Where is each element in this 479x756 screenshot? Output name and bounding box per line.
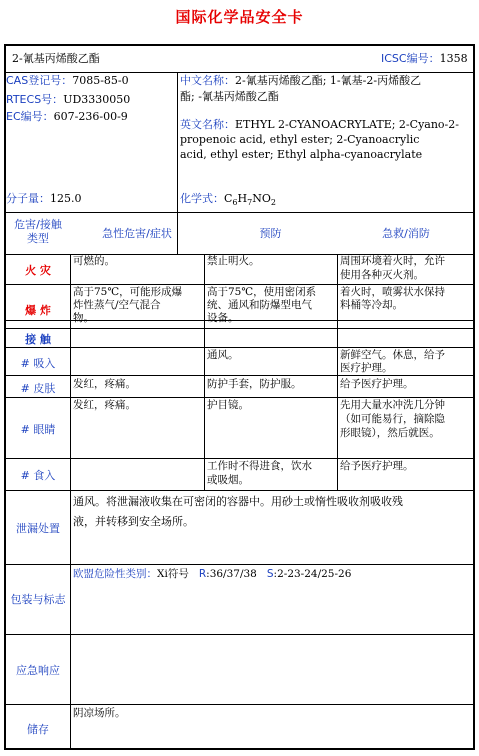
fire-aid: 周围环境着火时，允许 (340, 255, 445, 267)
col-header-hazard: 急性危害/症状 (102, 227, 172, 240)
r-value: :36/37/38 (206, 568, 257, 580)
spill-label: 泄漏处置 (16, 522, 60, 535)
s-value: :2-23-24/25-26 (273, 568, 352, 580)
packaging-label: 包装与标志 (10, 593, 66, 606)
eyes-aid-cont: （如可能易行，摘除隐 (340, 413, 445, 425)
formula-label: 化学式： (180, 192, 224, 205)
en-name-value: ETHYL 2-CYANOACRYLATE; 2-Cyano-2- (235, 118, 459, 131)
divider (6, 634, 473, 635)
explosion-prevention: 高于75℃，使用密闭系 (207, 286, 317, 298)
eyes-aid: 先用大量水冲洗几分钟 (340, 399, 445, 411)
icsc-value: 1358 (439, 52, 468, 65)
mw-label: 分子量： (6, 192, 50, 205)
chemical-name: 2-氰基丙烯酸乙酯 (12, 52, 100, 65)
page-title: 国际化学品安全卡 (175, 8, 304, 26)
en-name-value-cont: acid, ethyl ester; Ethyl alpha-cyanoacrylate (180, 148, 423, 161)
cn-name-value: 2-氰基丙烯酸乙酯; 1-氰基-2-丙烯酸乙 (235, 74, 422, 87)
skin-hazard: 发红，疼痛。 (73, 378, 136, 390)
divider (70, 254, 71, 750)
rtecs-value: UD3330050 (63, 93, 131, 106)
divider (337, 254, 338, 490)
skin-aid: 给予医疗护理。 (340, 378, 414, 390)
col-header-type-cont: 类型 (27, 232, 49, 245)
ec-label: EC编号： (6, 110, 54, 123)
explosion-prevention-cont: 设备。 (207, 312, 239, 324)
ingest-aid: 给予医疗护理。 (340, 460, 414, 472)
rtecs-label: RTECS号： (6, 93, 64, 106)
row-type-inhale: # 吸入 (20, 357, 56, 370)
col-header-first-aid: 急救/消防 (382, 227, 430, 240)
formula-value: $C_6H_7NO_2$ (224, 192, 276, 208)
cas-label: CAS登记号： (6, 74, 73, 87)
row-type-exposure: 接 触 (25, 333, 51, 346)
fire-hazard: 可燃的。 (73, 255, 115, 267)
ingest-prevention-cont: 或吸烟。 (207, 474, 249, 486)
inhale-aid-cont: 医疗护理。 (340, 362, 393, 374)
en-name-value-cont: propenoic acid, ethyl ester; 2-Cyanoacrylic (180, 133, 420, 146)
row-type-explosion: 爆 炸 (25, 304, 51, 317)
explosion-prevention-cont: 统、通风和防爆型电气 (207, 299, 312, 311)
en-name-label: 英文名称： (180, 118, 235, 131)
divider (6, 375, 473, 376)
cn-name-value-cont: 酯; -氰基丙烯酸乙酯 (180, 90, 279, 103)
explosion-aid: 着火时，喷雾状水保持 (340, 286, 445, 298)
divider (6, 328, 473, 329)
safety-card (4, 44, 475, 750)
divider (204, 254, 205, 490)
icsc-label: ICSC编号： (381, 52, 440, 65)
emergency-label: 应急响应 (16, 664, 60, 677)
col-header-prevention: 预防 (259, 227, 282, 240)
storage-label: 储存 (27, 723, 49, 736)
explosion-hazard-cont: 物。 (73, 312, 94, 324)
mw-value: 125.0 (50, 192, 82, 205)
divider (6, 704, 473, 705)
divider (6, 212, 473, 213)
row-type-ingest: # 食入 (20, 469, 56, 482)
row-type-fire: 火 灾 (25, 264, 51, 277)
spill-text-cont: 液，并转移到安全场所。 (73, 515, 194, 528)
inhale-prevention: 通风。 (207, 349, 239, 361)
ingest-prevention: 工作时不得进食，饮水 (207, 460, 312, 472)
skin-prevention: 防护手套，防护服。 (207, 378, 302, 390)
fire-prevention: 禁止明火。 (207, 255, 260, 267)
divider (6, 490, 473, 491)
divider (6, 72, 473, 73)
explosion-hazard: 高于75℃，可能形成爆 (73, 286, 183, 298)
storage-text: 阴凉场所。 (73, 707, 126, 719)
explosion-hazard-cont: 炸性蒸气/空气混合 (73, 299, 161, 311)
eu-hazard-value: Xi符号 (157, 568, 189, 580)
eyes-hazard: 发红，疼痛。 (73, 399, 136, 411)
divider (177, 72, 178, 212)
eu-hazard-label: 欧盟危险性类别： (73, 568, 157, 580)
r-label: R (198, 568, 207, 580)
eyes-prevention: 护目镜。 (207, 399, 249, 411)
eyes-aid-cont: 形眼镜），然后就医。 (340, 427, 440, 439)
ec-value: 607-236-00-9 (53, 110, 128, 123)
row-type-eyes: # 眼睛 (20, 423, 56, 436)
row-type-skin: # 皮肤 (20, 382, 56, 395)
divider (6, 564, 473, 565)
inhale-aid: 新鲜空气。休息，给予 (340, 349, 445, 361)
spill-text: 通风。将泄漏液收集在可密闭的容器中。用砂土或惰性吸收剂吸收残 (73, 495, 403, 508)
fire-aid-cont: 使用各种灭火剂。 (340, 269, 424, 281)
cas-value: 7085-85-0 (72, 74, 129, 87)
cn-name-label: 中文名称： (180, 74, 235, 87)
col-header-type: 危害/接触 (14, 218, 62, 231)
s-label: S (266, 568, 274, 580)
explosion-aid-cont: 料桶等冷却。 (340, 299, 403, 311)
